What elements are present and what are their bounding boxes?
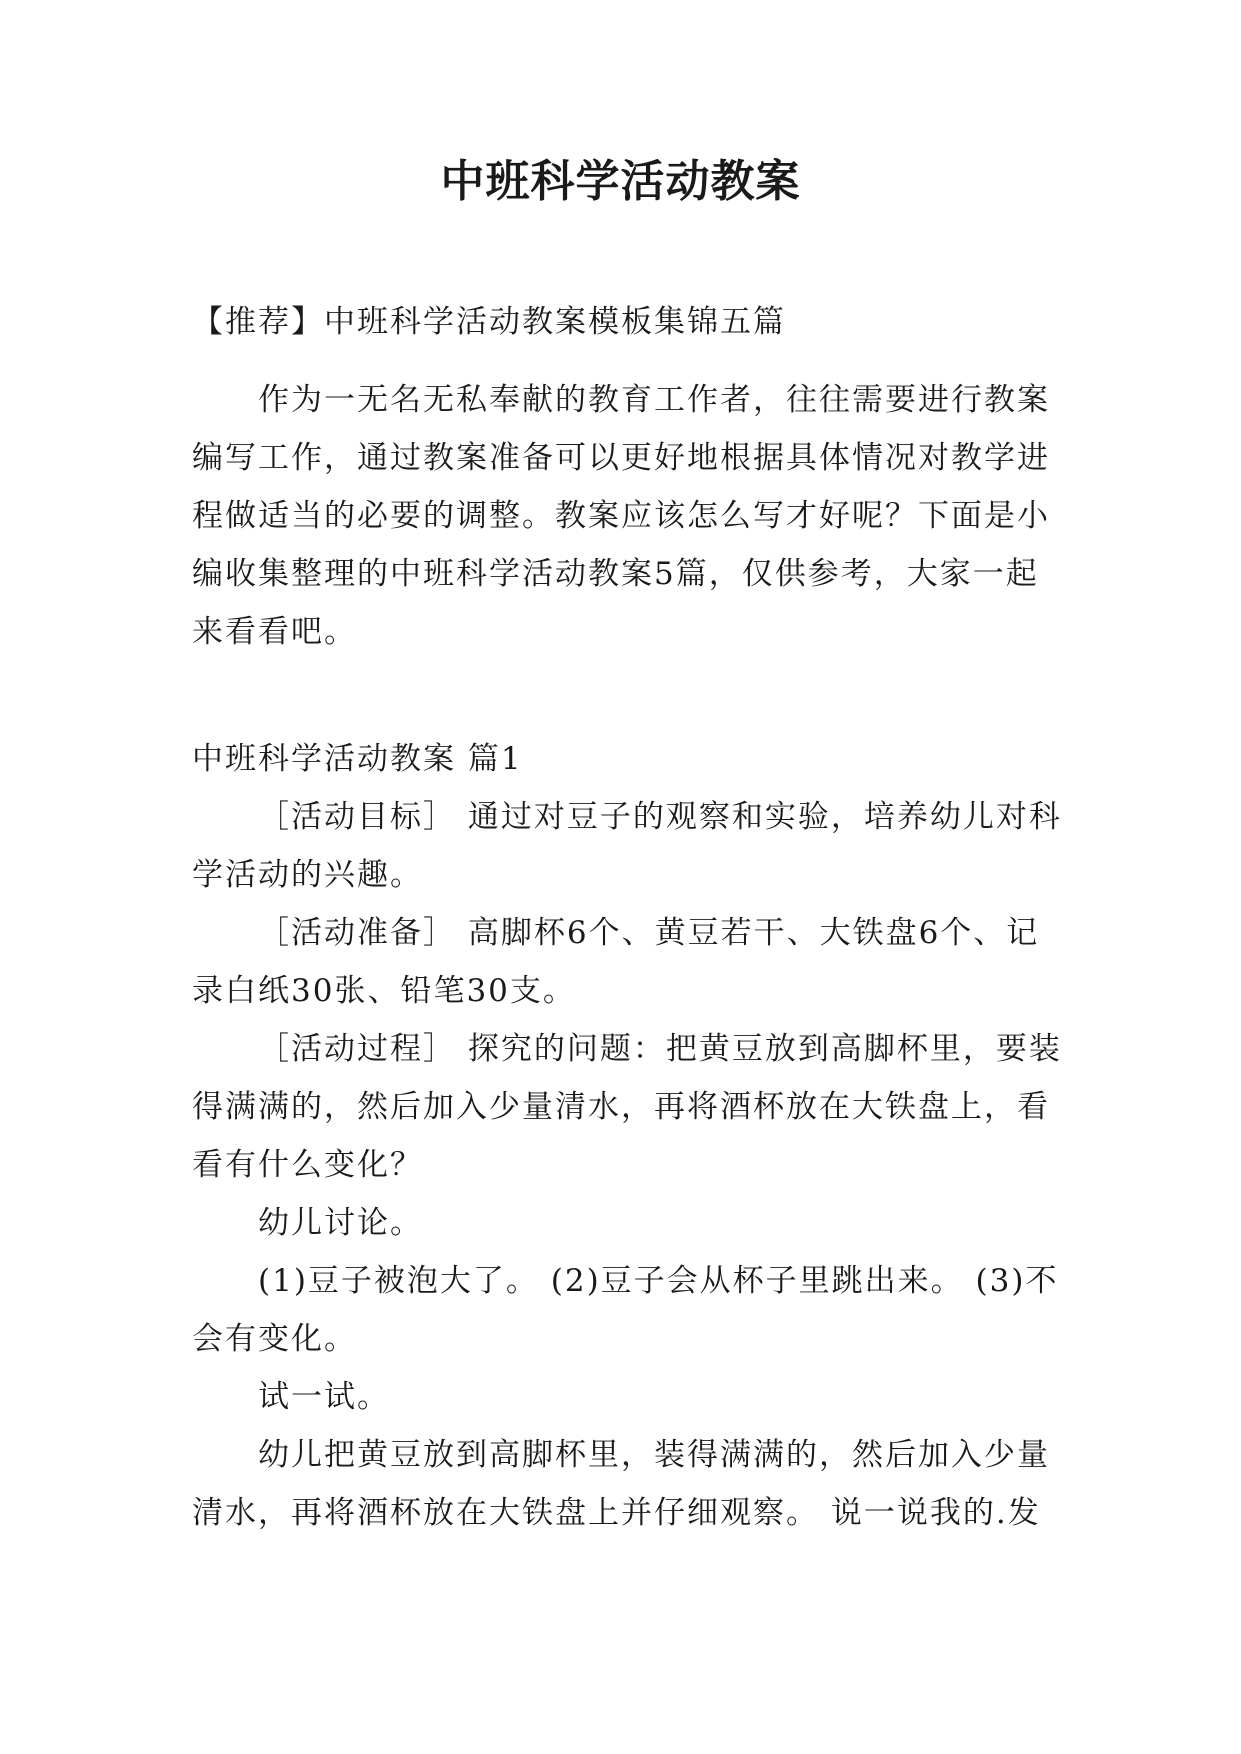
paragraph-child-discussion: 幼儿讨论。: [258, 1205, 423, 1241]
intro-block: [192, 371, 1062, 661]
document-title: 中班科学活动教案: [440, 156, 801, 207]
paragraph-try-it: 试一试。: [258, 1379, 390, 1415]
paragraph-experiment: 幼儿把黄豆放到高脚杯里，装得满满的，然后加入少量清水，再将酒杯放在大铁盘上并仔细观察。 说一说我的.发: [192, 1437, 1050, 1531]
recommend-text: 【推荐】中班科学活动教案模板集锦五篇: [192, 304, 786, 340]
paragraph-activity-process: ［活动过程］ 探究的问题：把黄豆放到高脚杯里，要装得满满的，然后加入少量清水，再将酒杯放在大铁盘上，看看有什么变化？: [192, 1031, 1062, 1183]
paragraph-activity-goal: ［活动目标］ 通过对豆子的观察和实验，培养幼儿对科学活动的兴趣。: [192, 799, 1062, 893]
paragraph-predictions: (1)豆子被泡大了。 (2)豆子会从杯子里跳出来。 (3)不会有变化。: [192, 1263, 1059, 1357]
recommend-line: [192, 293, 1062, 351]
paragraph-activity-preparation: ［活动准备］ 高脚杯6个、黄豆若干、大铁盘6个、记录白纸30张、铅笔30支。: [192, 915, 1040, 1009]
section-heading: 中班科学活动教案 篇1: [192, 741, 523, 777]
section-1: [192, 730, 1062, 1542]
intro-paragraph: 作为一无名无私奉献的教育工作者，往往需要进行教案编写工作，通过教案准备可以更好地根据具体情况对教学进程做适当的必要的调整。教案应该怎么写才好呢？下面是小编收集整理的中班科学活动教案5篇，仅供参考，大家一起来看看吧。: [192, 382, 1050, 650]
